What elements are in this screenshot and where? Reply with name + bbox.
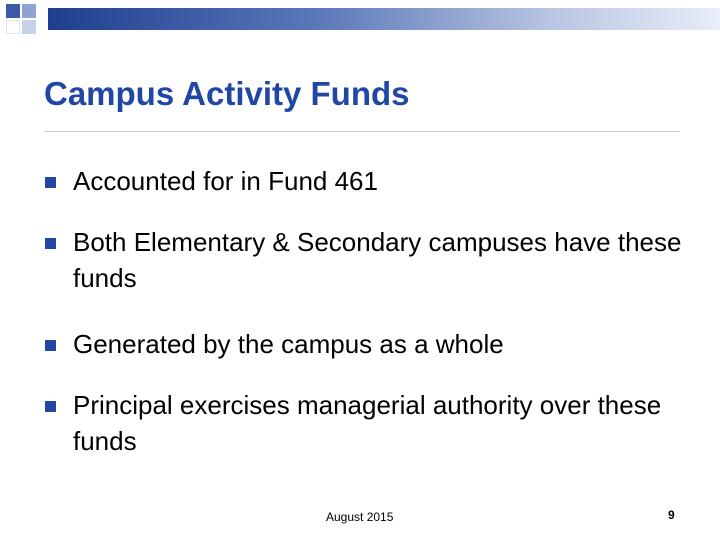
bullet-text: Accounted for in Fund 461	[73, 166, 378, 196]
footer-date: August 2015	[326, 510, 394, 524]
decorative-square	[22, 4, 36, 18]
square-bullet-icon	[45, 401, 56, 412]
bullet-text: Generated by the campus as a whole	[73, 329, 504, 359]
header-gradient-bar	[48, 8, 720, 30]
title-divider	[44, 131, 680, 132]
bullet-text: Principal exercises managerial authority over these funds	[73, 390, 662, 456]
slide-title: Campus Activity Funds	[44, 75, 410, 112]
page-number: 9	[668, 508, 675, 522]
bullet-text: Both Elementary & Secondary campuses have these funds	[73, 227, 682, 293]
square-bullet-icon	[45, 177, 56, 188]
bullet-item	[44, 224, 684, 296]
bullet-list	[44, 163, 684, 484]
bullet-item	[44, 387, 684, 459]
decorative-square	[6, 4, 20, 18]
decorative-square	[6, 20, 20, 34]
square-bullet-icon	[45, 340, 56, 351]
bullet-item	[44, 326, 684, 362]
bullet-item	[44, 163, 684, 199]
square-bullet-icon	[45, 238, 56, 249]
decorative-square	[22, 20, 36, 34]
